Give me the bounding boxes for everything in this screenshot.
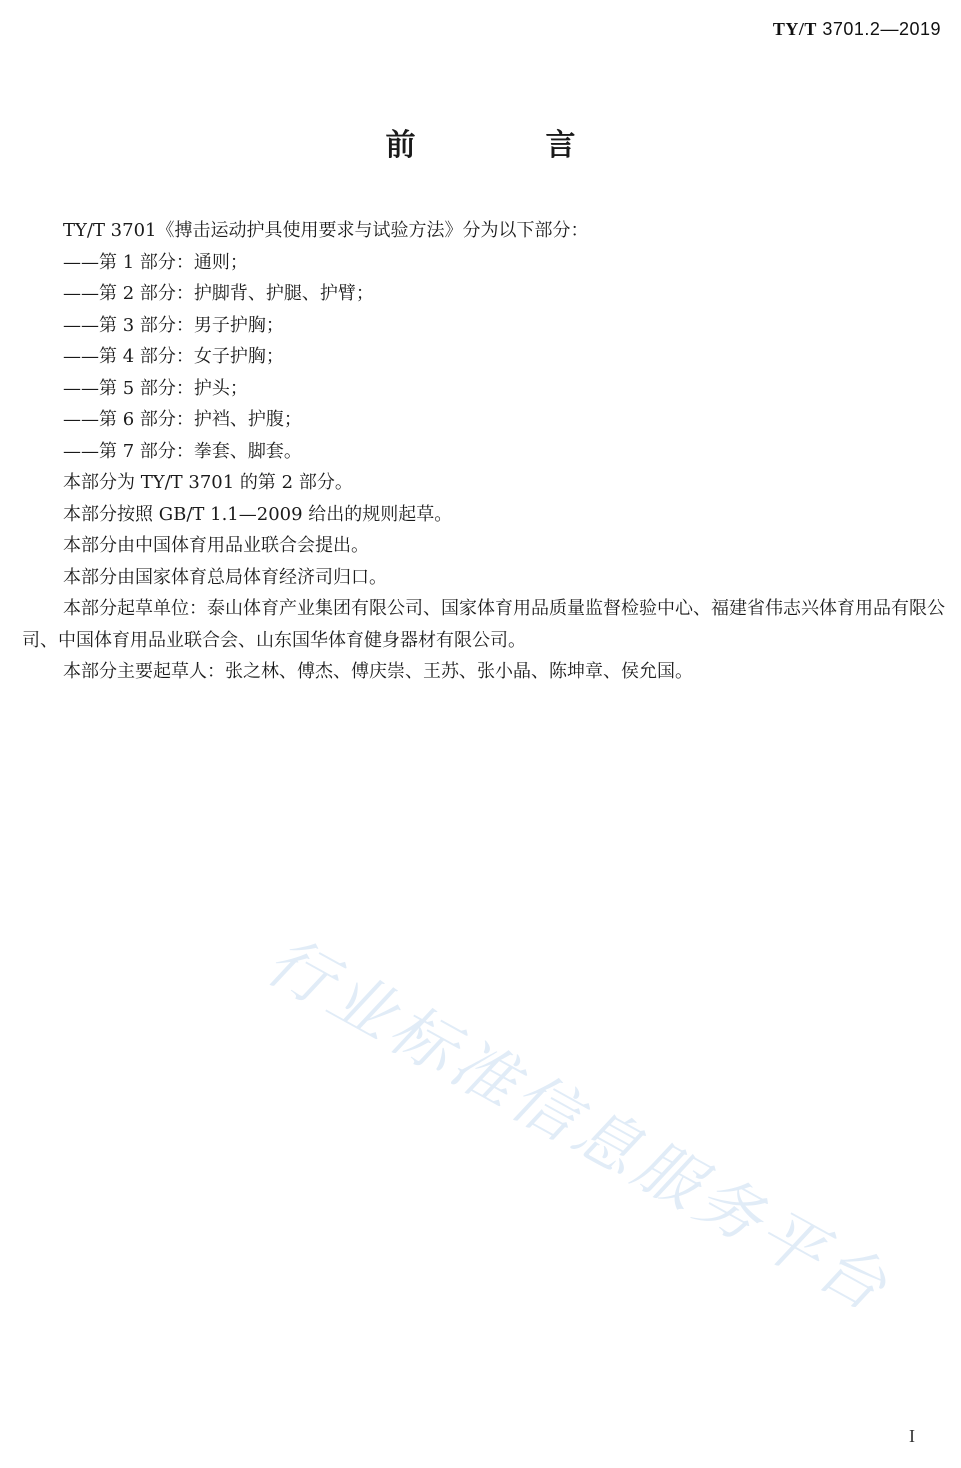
standard-code <box>773 19 941 40</box>
page-number: I <box>909 1426 915 1446</box>
paragraph-drafting-units: 本部分起草单位：泰山体育产业集团有限公司、国家体育用品质量监督检验中心、福建省伟志兴体育用品有限公司、中国体育用品业联合会、山东国华体育健身器材有限公司。 <box>22 598 945 651</box>
list-item-part-2: ——第 2 部分：护脚背、护腿、护臂； <box>63 283 374 304</box>
list-item-part-6: ——第 6 部分：护裆、护腹； <box>63 409 302 430</box>
list-item-part-4: ——第 4 部分：女子护胸； <box>63 346 284 367</box>
page-title: 前 言 <box>385 128 626 163</box>
watermark: 行业标准信息服务平台 <box>254 923 903 1328</box>
paragraph-drafters: 本部分主要起草人：张之林、傅杰、傅庆崇、王苏、张小晶、陈坤章、侯允国。 <box>63 661 693 682</box>
paragraph-part-statement: 本部分为 TY/T 3701 的第 2 部分。 <box>63 472 353 493</box>
list-item-part-7: ——第 7 部分：拳套、脚套。 <box>63 440 302 462</box>
paragraph-administrator: 本部分由国家体育总局体育经济司归口。 <box>63 566 387 588</box>
paragraph-intro: TY/T 3701《搏击运动护具使用要求与试验方法》分为以下部分： <box>63 220 589 241</box>
paragraph-proposer: 本部分由中国体育用品业联合会提出。 <box>63 535 369 556</box>
foreword-body <box>22 215 947 688</box>
standard-prefix: TY/T <box>772 19 817 39</box>
standard-number: 3701.2—2019 <box>822 19 941 39</box>
list-item-part-5: ——第 5 部分：护头； <box>63 377 248 399</box>
list-item-part-1: ——第 1 部分：通则； <box>63 251 248 273</box>
list-item-part-3: ——第 3 部分：男子护胸； <box>63 314 284 336</box>
paragraph-drafting-rules: 本部分按照 GB/T 1.1—2009 给出的规则起草。 <box>63 503 453 525</box>
